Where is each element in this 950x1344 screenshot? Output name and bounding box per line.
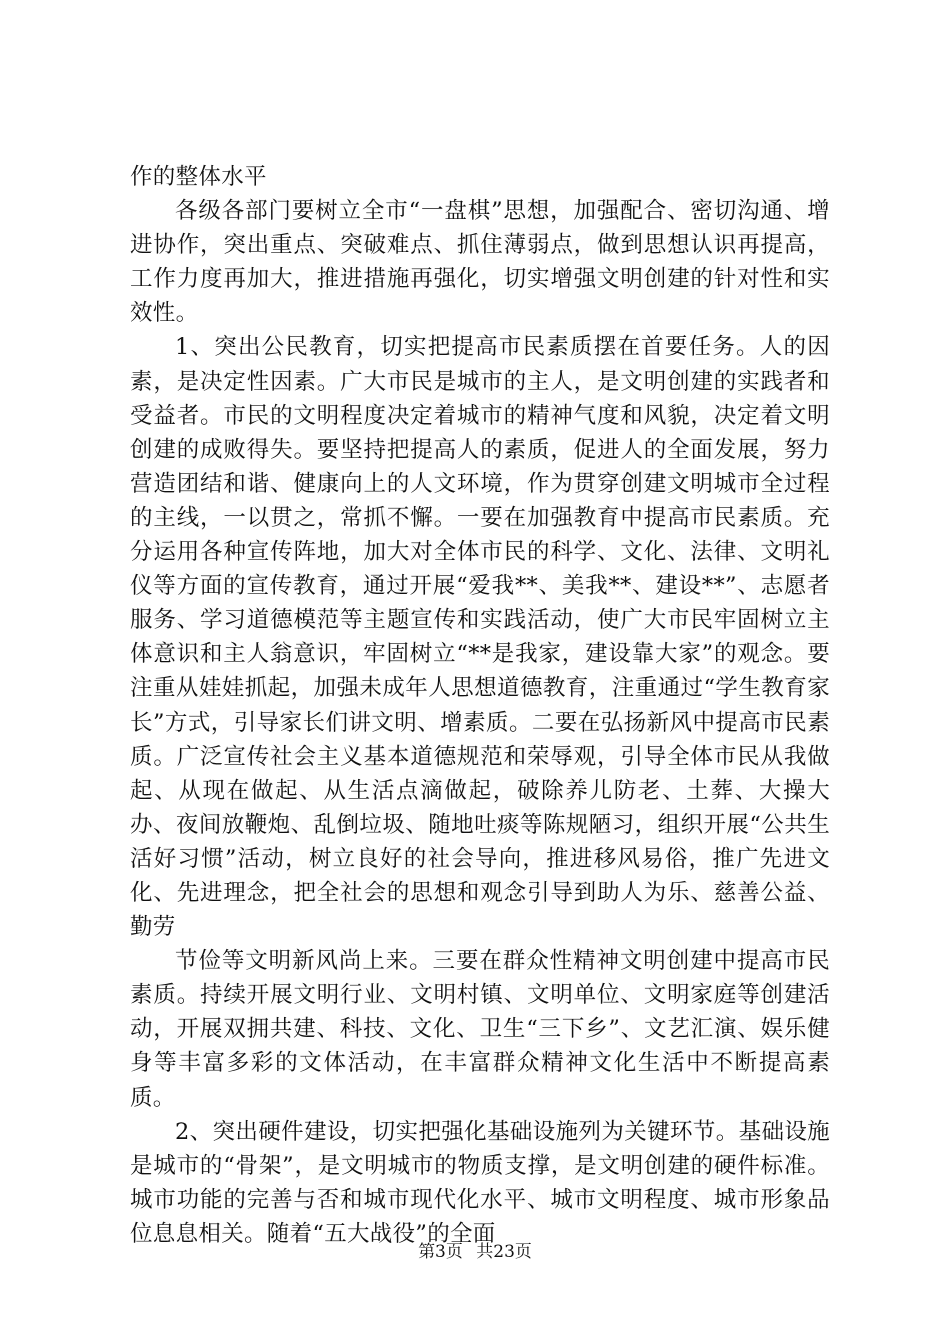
paragraph-1: 各级各部门要树立全市“一盘棋”思想，加强配合、密切沟通、增进协作，突出重点、突破难点、抓住薄弱点，做到思想认识再提高，工作力度再加大，推进措施再强化，切实增强文明创建的针对性和实效性。 (130, 198, 830, 327)
page-footer (0, 1241, 950, 1263)
paragraph-2: 1、突出公民教育，切实把提高市民素质摆在首要任务。人的因素，是决定性因素。广大市民是城市的主人，是文明创建的实践者和受益者。市民的文明程度决定着城市的精神气度和风貌，决定着文明创建的成败得失。要坚持把提高人的素质，促进人的全面发展，努力营造团结和谐、健康向上的人文环境，作为贯穿创建文明城市全过程的主线，一以贯之，常抓不懈。一要在加强教育中提高市民素质。充分运用各种宣传阵地，加大对全体市民的科学、文化、法律、文明礼仪等方面的宣传教育，通过开展“爱我**、美我**、建设**”、志愿者服务、学习道德模范等主题宣传和实践活动，使广大市民牢固树立主体意识和主人翁意识，牢固树立“**是我家，建设靠大家”的观念。要注重从娃娃抓起，加强未成年人思想道德教育，注重通过“学生教育家长”方式，引导家长们讲文明、增素质。二要在弘扬新风中提高市民素质。广泛宣传社会主义基本道德规范和荣辱观，引导全体市民从我做起、从现在做起、从生活点滴做起，破除养儿防老、土葬、大操大办、夜间放鞭炮、乱倒垃圾、随地吐痰等陈规陋习，组织开展“公共生活好习惯”活动，树立良好的社会导向，推进移风易俗，推广先进文化、先进理念，把全社会的思想和观念引导到助人为乐、慈善公益、勤劳 (130, 334, 830, 941)
page-total: 共23页 (476, 1242, 532, 1262)
page-number: 第3页 (418, 1242, 463, 1262)
paragraph-4: 2、突出硬件建设，切实把强化基础设施列为关键环节。基础设施是城市的“骨架”，是文明城市的物质支撑，是文明创建的硬件标准。城市功能的完善与否和城市现代化水平、城市文明程度、城市形象品位息息相关。随着“五大战役”的全面 (130, 1118, 830, 1247)
paragraph-0: 作的整体水平 (130, 164, 267, 190)
paragraph-3: 节俭等文明新风尚上来。三要在群众性精神文明创建中提高市民素质。持续开展文明行业、文明村镇、文明单位、文明家庭等创建活动，开展双拥共建、科技、文化、卫生“三下乡”、文艺汇演、娱乐健身等丰富多彩的文体活动，在丰富群众精神文化生活中不断提高素质。 (130, 948, 830, 1111)
document-body (130, 160, 830, 1251)
